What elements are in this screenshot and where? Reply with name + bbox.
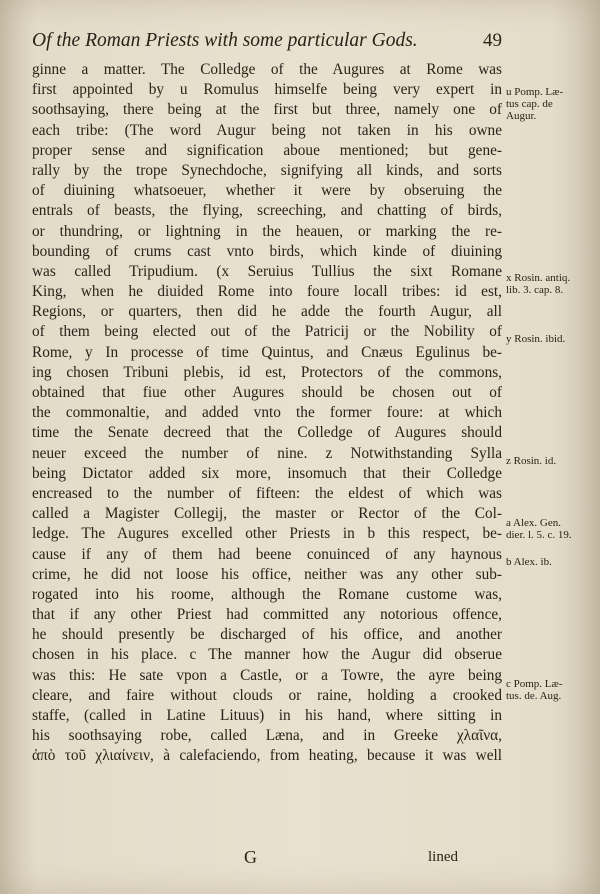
- text-line: ledge. The Augures excelled other Priests in b this respect, be-: [32, 525, 502, 543]
- marginal-note-line: y Rosin. ibid.: [506, 333, 566, 345]
- marginal-note-line: x Rosin. antiq.: [506, 272, 571, 284]
- text-line: ginne a matter. The Colledge of the Augures at Rome was: [32, 61, 502, 78]
- text-line: entrals of beasts, the flying, screeching, and chatting of birds,: [32, 202, 502, 220]
- text-line: was this: He sate vpon a Castle, or a Towre, the ayre being: [32, 666, 502, 684]
- text-line: cleare, and faire without clouds or raine, holding a crooked: [32, 686, 502, 704]
- marginal-note-line: u Pomp. Læ-: [506, 86, 564, 98]
- text-line: of them being elected out of the Patricij or the Nobility of: [32, 323, 502, 341]
- marginal-note-z: [506, 455, 598, 467]
- marginal-note-y: [506, 333, 598, 345]
- text-line: called a Magister Collegij, the master or Rector of the Col-: [32, 505, 502, 523]
- text-line: that if any other Priest had committed any notorious offence,: [32, 606, 502, 624]
- marginal-note-b: [506, 556, 598, 568]
- text-line: crime, he did not loose his office, neither was any other sub-: [32, 565, 502, 583]
- text-line: cause if any of them had beene conuinced of any haynous: [32, 545, 502, 563]
- text-line: each tribe: (The word Augur being not taken in his owne: [32, 121, 502, 139]
- text-line: proper sense and signification aboue mentioned; but gene-: [32, 141, 502, 159]
- signature-mark: G: [244, 847, 257, 867]
- text-line: rogated into his roome, although the Romane custome was,: [32, 585, 502, 603]
- text-line: Rome, y In processe of time Quintus, and Cnæus Egulinus be-: [32, 343, 502, 361]
- text-line: or thundring, or lightning in the heauen, or marking the re-: [32, 222, 502, 240]
- catchword: lined: [428, 849, 458, 865]
- page-number: 49: [483, 30, 502, 51]
- text-line: time the Senate decreed that the Colledge of Augures should: [32, 424, 502, 442]
- text-line: ἀπὸ τοῦ χλιαίνειν, à calefaciendo, from heating, because it was well: [32, 747, 502, 765]
- running-title: Of the Roman Priests with some particular Gods.: [32, 30, 418, 51]
- running-header: [32, 30, 502, 52]
- marginal-note-line: dier. l. 5. c. 19.: [506, 529, 572, 541]
- text-line: staffe, (called in Latine Lituus) in his hand, where sitting in: [32, 707, 502, 724]
- body-text: [32, 60, 502, 767]
- marginal-note-line: a Alex. Gen.: [506, 517, 561, 529]
- marginal-note-u: [506, 86, 598, 122]
- marginal-note-line: lib. 3. cap. 8.: [506, 284, 564, 296]
- marginal-note-line: c Pomp. Læ-: [506, 678, 563, 690]
- marginal-note-c: [506, 678, 598, 702]
- text-line: first appointed by u Romulus himselfe being very expert in: [32, 81, 502, 99]
- text-line: Regions, or quarters, then did he adde the fourth Augur, all: [32, 303, 502, 321]
- text-line: being Dictator added six more, insomuch that their Colledge: [32, 464, 502, 482]
- text-line: bounding of crums cast vnto birds, which kinde of diuining: [32, 242, 502, 260]
- text-line: he should presently be discharged of his office, and another: [32, 626, 502, 644]
- marginal-note-a: [506, 517, 598, 541]
- text-line: King, when he diuided Rome into foure locall tribes: id est,: [32, 283, 502, 301]
- text-line: rally by the trope Synechdoche, signifying all kinds, and sorts: [32, 161, 502, 179]
- text-line: ing chosen Tribuni plebis, id est, Protectors of the commons,: [32, 363, 502, 381]
- marginal-note-line: tus cap. de: [506, 98, 553, 110]
- text-line: the commonaltie, and added vnto the former foure: at which: [32, 404, 502, 422]
- marginal-note-line: Augur.: [506, 110, 537, 122]
- marginal-note-line: tus. de. Aug.: [506, 690, 562, 702]
- text-line: chosen in his place. c The manner how the Augur did obserue: [32, 646, 502, 664]
- marginal-note-line: b Alex. ib.: [506, 556, 552, 568]
- text-line: obtained that fiue other Augures should be chosen out of: [32, 384, 502, 401]
- marginal-note-line: z Rosin. id.: [506, 455, 557, 467]
- text-line: was called Tripudium. (x Seruius Tullius the sixt Romane: [32, 262, 502, 280]
- marginal-note-x: [506, 272, 598, 296]
- text-line: of diuining whatsoeuer, whether it were by obseruing the: [32, 182, 502, 200]
- text-line: soothsaying, there being at the first but three, namely one of: [32, 101, 502, 119]
- text-line: his soothsaying robe, called Læna, and in Greeke χλαῖνα,: [32, 727, 502, 745]
- text-line: encreased to the number of fifteen: the eldest of which was: [32, 484, 502, 502]
- text-line: neuer exceed the number of nine. z Notwithstanding Sylla: [32, 444, 502, 462]
